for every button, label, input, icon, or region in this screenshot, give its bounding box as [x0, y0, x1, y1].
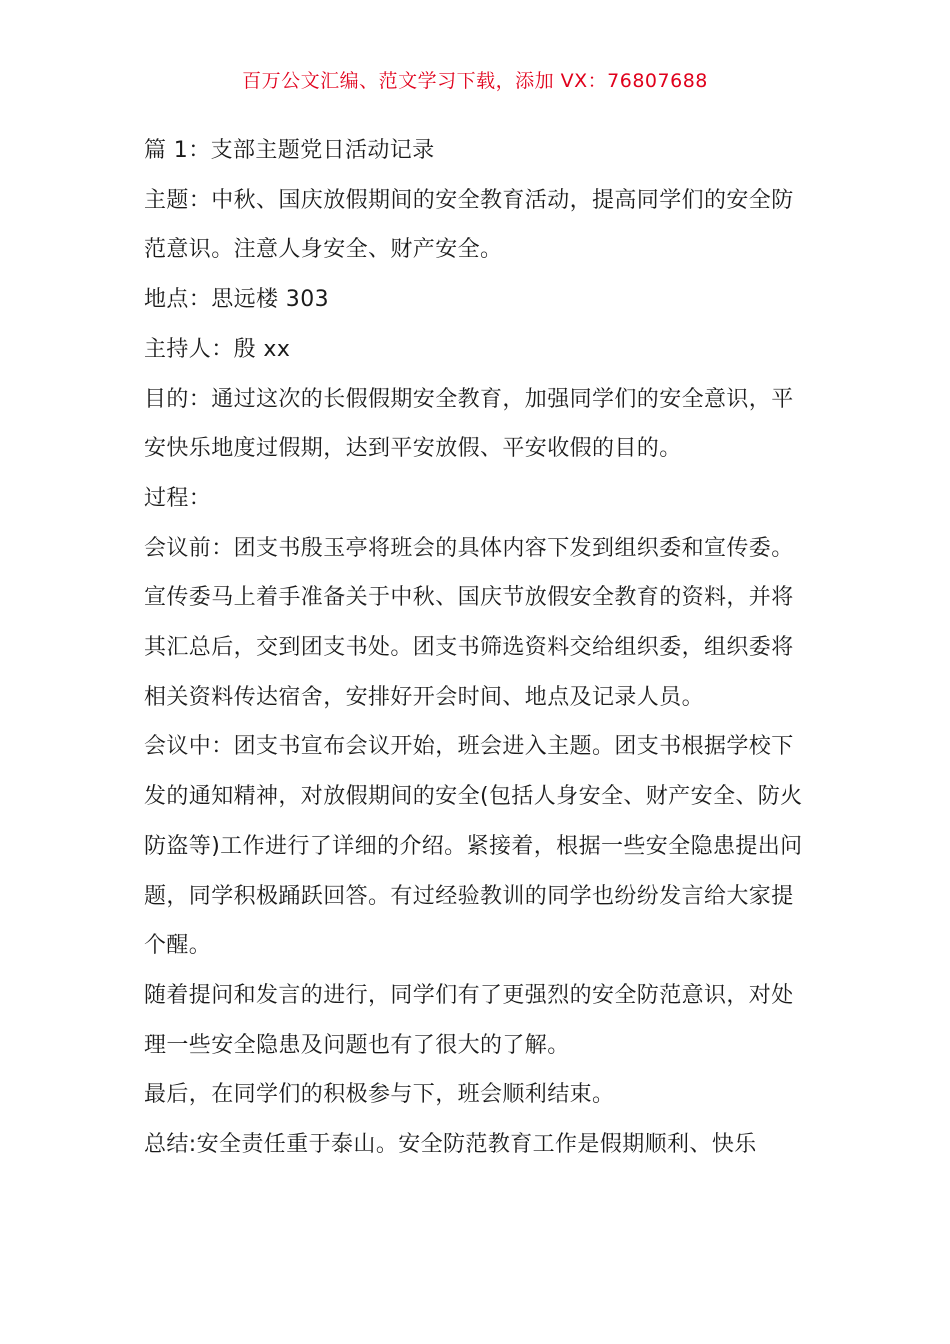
purpose-paragraph: 目的：通过这次的长假假期安全教育，加强同学们的安全意识，平安快乐地度过假期，达到平安放假、平安收假的目的。: [144, 386, 794, 462]
before-meeting-paragraph: 会议前：团支书殷玉亭将班会的具体内容下发到组织委和宣传委。宣传委马上着手准备关于中秋、国庆节放假安全教育的资料，并将其汇总后，交到团支书处。团支书筛选资料交给组织委，组织委将相关资料传达宿舍，安排好开会时间、地点及记录人员。: [144, 535, 794, 710]
summary-paragraph: 总结:安全责任重于泰山。安全防范教育工作是假期顺利、快乐: [144, 1132, 757, 1158]
follow-up-paragraph: 随着提问和发言的进行，同学们有了更强烈的安全防范意识，对处理一些安全隐患及问题也有了很大的了解。: [144, 982, 794, 1058]
location-line: 地点：思远楼 303: [144, 287, 329, 313]
host-line: 主持人：殷 xx: [144, 336, 291, 362]
during-meeting-paragraph: 会议中：团支书宣布会议开始，班会进入主题。团支书根据学校下发的通知精神，对放假期间的安全(包括人身安全、财产安全、防火防盗等)工作进行了详细的介绍。紧接着，根据一些安全隐患提出问题，同学积极踊跃回答。有过经验教训的同学也纷纷发言给大家提个醒。: [144, 734, 803, 959]
ending-paragraph: 最后，在同学们的积极参与下，班会顺利结束。: [144, 1082, 615, 1108]
document-title: 篇 1：支部主题党日活动记录: [144, 138, 435, 163]
header-banner: 百万公文汇编、范文学习下载，添加 VX：76807688: [242, 70, 708, 92]
process-heading: 过程：: [144, 485, 212, 511]
document-body: [144, 126, 808, 1170]
theme-paragraph: 主题：中秋、国庆放假期间的安全教育活动，提高同学们的安全防范意识。注意人身安全、财产安全。: [144, 187, 794, 263]
